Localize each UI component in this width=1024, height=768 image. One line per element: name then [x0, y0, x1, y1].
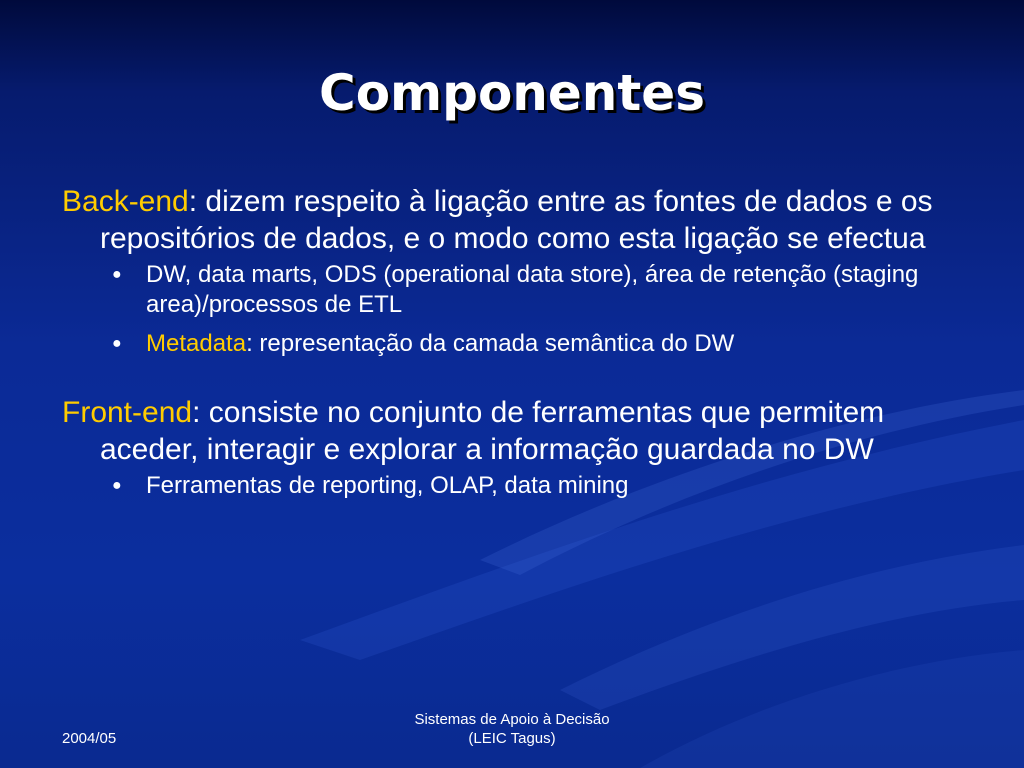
section-front-end [62, 394, 982, 468]
section-spacer [62, 368, 982, 394]
list-item-keyword: Metadata [146, 330, 247, 357]
list-item [62, 329, 982, 359]
list-item-text: : representação da camada semântica do DW [246, 330, 735, 357]
footer-course [362, 710, 662, 748]
list-item [62, 260, 982, 320]
slide-title: Componentes [319, 64, 705, 122]
list-item [62, 471, 982, 501]
footer-course-campus: (LEIC Tagus) [468, 730, 556, 747]
bullet-dot-icon: ● [112, 477, 122, 494]
section-back-end [62, 183, 982, 257]
section-keyword: Back-end [62, 185, 189, 218]
bullet-dot-icon: ● [112, 266, 122, 283]
footer-course-name: Sistemas de Apoio à Decisão [414, 711, 610, 728]
section-text: : dizem respeito à ligação entre as fontes de dados e os repositórios de dados, e o modo como esta ligação se efectua [100, 185, 933, 255]
list-item-text: Ferramentas de reporting, OLAP, data mining [146, 472, 629, 499]
section-bullet-list [62, 260, 982, 359]
footer-date: 2004/05 [62, 730, 117, 747]
list-item-text: DW, data marts, ODS (operational data store), área de retenção (staging area)/processos de ETL [146, 261, 919, 318]
slide-content [62, 183, 982, 510]
section-bullet-list [62, 471, 982, 501]
section-text: : consiste no conjunto de ferramentas que permitem aceder, interagir e explorar a informação guardada no DW [100, 396, 885, 466]
section-keyword: Front-end [62, 396, 193, 429]
bullet-dot-icon: ● [112, 335, 122, 352]
